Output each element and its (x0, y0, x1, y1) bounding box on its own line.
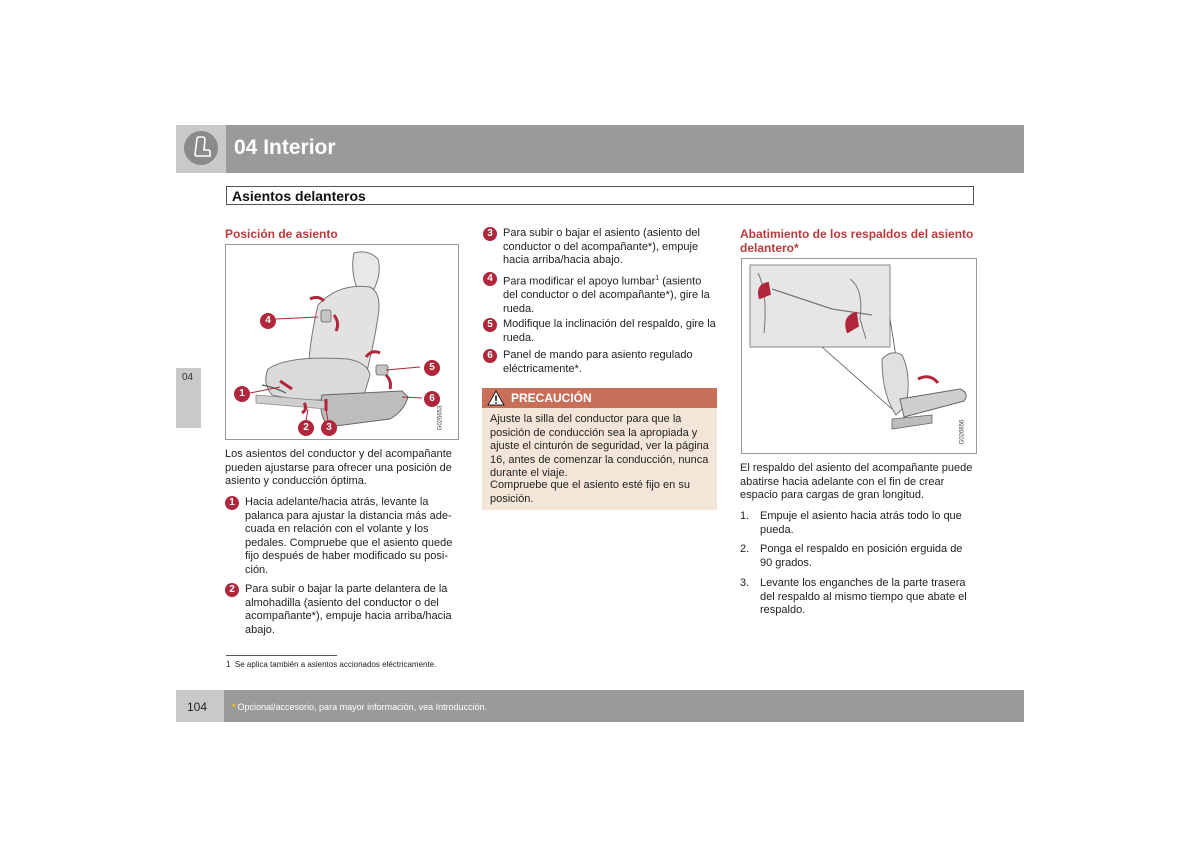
footnote-mark: 1 (226, 660, 231, 669)
seat-icon (184, 131, 218, 165)
col1-intro: Los asientos del conductor y del acompañante pueden ajustarse para ofrecer una posición de asiento y conducción óptima. (225, 448, 452, 488)
list-item-text: Modifique la inclinación del respaldo, gire la rueda. (503, 318, 716, 344)
callout-badge: 4 (260, 313, 276, 329)
step-badge: 3 (483, 227, 497, 241)
footnote (226, 660, 436, 669)
footnote-text: Se aplica también a asientos accionados eléctricamente. (234, 660, 437, 669)
footnote-ref[interactable]: 1 (655, 275, 660, 282)
warning-text: Ajuste la silla del conductor para que la posición de conducción sea la apropiada y ajuste el cinturón de seguridad, ver la página 16, antes de comenzar la conducción, nunca durante el viaje. (490, 413, 709, 480)
step-number: 1. (740, 510, 750, 522)
list-item-text: Hacia adelante/hacia atrás, levante la palanca para ajustar la distancia más adecuada en relación con el volante y los pedales. Compruebe que el asiento quede fijo después de haber modificado su posición. (245, 496, 453, 576)
step-number: 2. (740, 543, 750, 555)
chapter-side-tab-label: 04 (182, 372, 194, 383)
section-title: Asientos delanteros (232, 188, 366, 204)
warning-title: PRECAUCIÓN (511, 391, 592, 405)
list-item (740, 543, 976, 571)
figure-code: G026656 (959, 419, 966, 445)
seat-illustration (226, 245, 458, 439)
step-badge: 6 (483, 349, 497, 363)
list-item (225, 496, 461, 578)
list-item-text (503, 272, 719, 316)
list-item (740, 577, 976, 619)
callout-badge: 6 (424, 391, 440, 407)
list-item (483, 349, 719, 377)
footer-note-text: Opcional/accesorio, para mayor información, vea Introducción. (237, 702, 488, 712)
list-item (225, 583, 461, 639)
callout-badge: 5 (424, 360, 440, 376)
backrest-illustration (742, 259, 976, 453)
warning-text: Compruebe que el asiento esté fijo en su posición. (490, 479, 690, 505)
figure-code: G026653 (437, 405, 444, 431)
chapter-title: 04 Interior (234, 136, 336, 159)
list-item-text: Panel de mando para asiento regulado eléctricamente*. (503, 349, 693, 375)
footer-note (232, 702, 487, 712)
col3-heading: Abatimiento de los respaldos del asiento delantero* (740, 227, 974, 255)
callout-badge: 1 (234, 386, 250, 402)
star-icon: * (232, 702, 236, 712)
list-item (483, 318, 719, 346)
list-item (740, 510, 976, 538)
seat-adjustment-figure (225, 244, 459, 440)
text-part: (asiento del conductor o del acompañante*), gire la rueda. (503, 275, 710, 315)
list-item (483, 272, 719, 314)
col1-heading: Posición de asiento (225, 227, 338, 241)
step-number: 3. (740, 577, 750, 589)
list-item-text: Ponga el respaldo en posición erguida de 90 grados. (760, 543, 963, 569)
step-badge: 1 (225, 496, 239, 510)
list-item (483, 227, 719, 269)
step-badge: 5 (483, 318, 497, 332)
page-number: 104 (187, 700, 208, 714)
text-part: Para modificar el apoyo lumbar (503, 275, 656, 288)
step-badge: 4 (483, 272, 497, 286)
col3-intro: El respaldo del asiento del acompañante puede abatirse hacia adelante con el fin de crear espacio para cargas de gran longitud. (740, 462, 973, 502)
callout-badge: 2 (298, 420, 314, 436)
footnote-rule (226, 655, 337, 656)
callout-badge: 3 (321, 420, 337, 436)
list-item-text: Para subir o bajar la parte delantera de la almohadilla (asiento del conductor o del acompañante*), empuje hacia arriba/hacia abajo. (245, 583, 452, 636)
list-item-text: Levante los enganches de la parte trasera del respaldo al mismo tiempo que abate el respaldo. (760, 577, 967, 617)
warning-triangle-icon (487, 390, 505, 406)
list-item-text: Para subir o bajar el asiento (asiento del conductor o del acompañante*), empuje hacia arriba/hacia abajo. (503, 227, 700, 267)
list-item-text: Empuje el asiento hacia atrás todo lo que pueda. (760, 510, 962, 536)
backrest-fold-figure (741, 258, 977, 454)
step-badge: 2 (225, 583, 239, 597)
